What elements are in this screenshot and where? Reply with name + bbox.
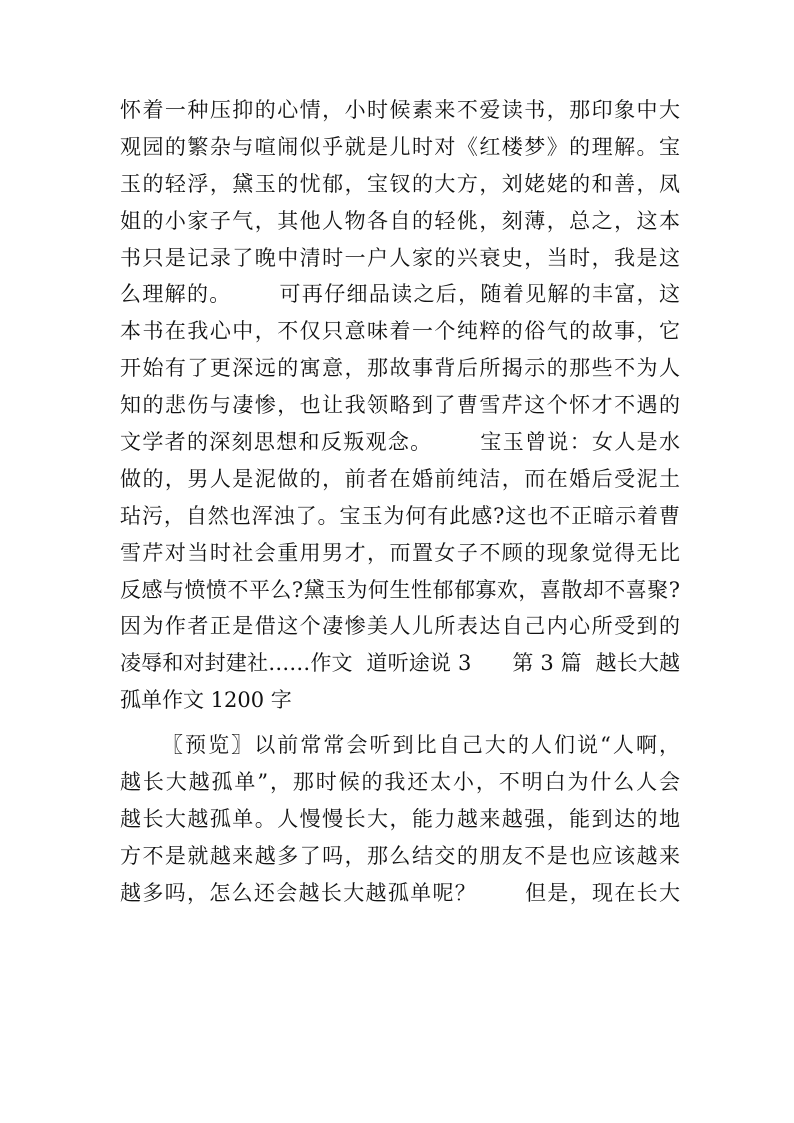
text-line: 玷污，自然也浑浊了。宝玉为何有此感?这也不正暗示着曹: [120, 503, 680, 528]
text-line: 孤单作文 1200 字: [120, 688, 292, 713]
text-line: 凌辱和对封建社……作文 道听途说 3 第 3 篇 越长大越: [120, 651, 680, 676]
text-line: 开始有了更深远的寓意，那故事背后所揭示的那些不为人: [120, 356, 680, 381]
document-body: [120, 92, 680, 912]
text-line: 知的悲伤与凄惨，也让我领略到了曹雪芹这个怀才不遇的: [120, 393, 680, 418]
text-line: 书只是记录了晚中清时一户人家的兴衰史，当时，我是这: [120, 245, 680, 270]
paragraph-2: [120, 727, 680, 911]
text-line: 姐的小家子气，其他人物各自的轻佻，刻薄，总之，这本: [120, 208, 680, 233]
text-line: 观园的繁杂与喧闹似乎就是儿时对《红楼梦》的理解。宝: [120, 134, 680, 159]
text-line: 因为作者正是借这个凄惨美人儿所表达自己内心所受到的: [120, 614, 680, 639]
text-line: 越多吗，怎么还会越长大越孤单呢？ 但是，现在长大: [120, 880, 680, 905]
text-line: 么理解的。 可再仔细品读之后，随着见解的丰富，这: [120, 282, 680, 307]
text-line: 越长大越孤单”，那时候的我还太小，不明白为什么人会: [120, 770, 680, 795]
text-line: 做的，男人是泥做的，前者在婚前纯洁，而在婚后受泥土: [120, 466, 680, 491]
text-line: 越长大越孤单。人慢慢长大，能力越来越强，能到达的地: [120, 806, 680, 831]
text-line: 怀着一种压抑的心情，小时候素来不爱读书，那印象中大: [120, 98, 680, 122]
text-line: 反感与愤愤不平么?黛玉为何生性郁郁寡欢，喜散却不喜聚?: [120, 577, 680, 602]
paragraph-1: [120, 92, 680, 719]
paragraph-gap: [120, 719, 680, 727]
text-line: 雪芹对当时社会重用男才，而置女子不顾的现象觉得无比: [120, 540, 680, 565]
text-line: 文学者的深刻思想和反叛观念。 宝玉曾说：女人是水: [120, 430, 680, 455]
text-line: 本书在我心中，不仅只意味着一个纯粹的俗气的故事，它: [120, 319, 680, 344]
text-line: 玉的轻浮，黛玉的忧郁，宝钗的大方，刘姥姥的和善，凤: [120, 171, 680, 196]
text-line: 〖预览〗以前常常会听到比自己大的人们说“人啊，: [162, 733, 680, 758]
text-line: 方不是就越来越多了吗，那么结交的朋友不是也应该越来: [120, 843, 680, 868]
